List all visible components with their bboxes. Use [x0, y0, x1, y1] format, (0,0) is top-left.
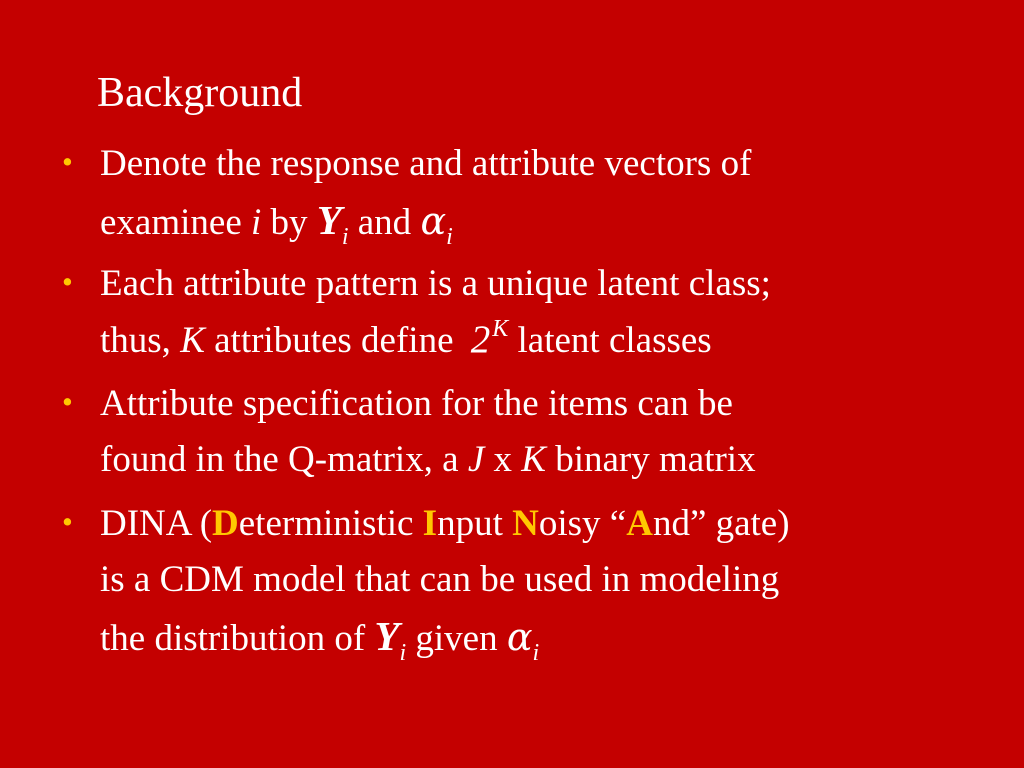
bullet-text: Each attribute pattern is a unique latent class;	[100, 263, 771, 304]
bullet-text: by	[261, 202, 317, 243]
math-K: K	[180, 320, 205, 361]
bullet-text: binary matrix	[545, 439, 756, 480]
bullet-text: attributes define	[204, 320, 463, 361]
math-subscript-i: i	[446, 224, 453, 250]
bullet-text: nput	[437, 503, 513, 544]
math-K: K	[521, 439, 546, 480]
bullet-text: given	[406, 618, 507, 659]
bullet-line	[100, 432, 980, 488]
math-i: i	[251, 202, 262, 243]
math-subscript-i: i	[532, 640, 540, 666]
slide-title: Background	[97, 70, 303, 116]
bullet-text: oisy “	[538, 503, 627, 544]
math-subscript-i: i	[341, 224, 349, 250]
math-subscript-i: i	[399, 640, 407, 666]
math-alpha: α	[506, 615, 533, 659]
bullet-text: examinee	[100, 202, 251, 243]
math-Y: Y	[374, 613, 400, 659]
math-superscript-K: K	[492, 316, 509, 342]
bullet-text: thus,	[100, 320, 181, 361]
bullet-text: the distribution of	[100, 618, 375, 659]
math-Y: Y	[316, 197, 342, 243]
math-two: 2	[470, 318, 491, 361]
bullet-item	[62, 376, 980, 488]
bullet-text: found in the Q-matrix, a	[100, 439, 468, 480]
bullet-line	[100, 256, 980, 312]
bullet-line	[100, 136, 980, 192]
bullet-text: eterministic	[238, 503, 423, 544]
bullet-item	[62, 496, 980, 666]
bullet-text: latent classes	[508, 320, 712, 361]
bullet-dot-icon: •	[62, 504, 73, 539]
math-J: J	[467, 439, 485, 480]
bullet-text: Attribute specification for the items can be	[100, 383, 733, 424]
bullet-line	[100, 496, 980, 552]
bullet-item	[62, 136, 980, 250]
bullet-text: Denote the response and attribute vectors of	[100, 143, 752, 184]
bullet-dot-icon: •	[62, 264, 73, 299]
highlight-letter: N	[512, 503, 539, 544]
highlight-letter: I	[422, 503, 438, 544]
bullet-text: and	[348, 202, 421, 243]
bullet-text: nd” gate)	[652, 503, 790, 544]
highlight-letter: D	[212, 503, 239, 544]
bullet-line	[100, 376, 980, 432]
bullet-text: is a CDM model that can be used in modeling	[100, 559, 780, 600]
math-alpha: α	[420, 199, 447, 243]
bullet-line	[100, 552, 980, 608]
bullet-line	[100, 192, 980, 248]
bullet-line	[100, 312, 980, 368]
bullet-line	[100, 608, 980, 664]
bullet-text: x	[484, 439, 522, 480]
bullet-dot-icon: •	[62, 384, 73, 419]
bullet-text: DINA (	[100, 503, 213, 544]
bullet-item	[62, 256, 980, 368]
highlight-letter: A	[626, 503, 653, 544]
bullet-dot-icon: •	[62, 144, 73, 179]
